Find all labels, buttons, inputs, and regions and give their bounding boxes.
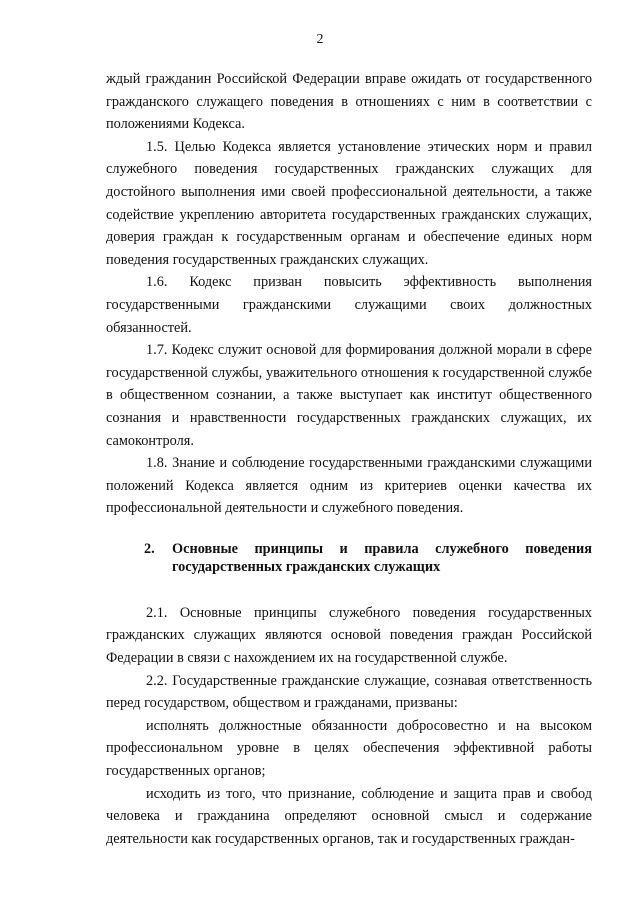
paragraph-2-1: 2.1. Основные принципы служебного поведения государственных гражданских служащих являются основой поведения граждан Российской Федерации в связи с нахождением их на государственной службе. <box>106 604 592 667</box>
paragraph-2-2: 2.2. Государственные гражданские служащие, сознавая ответственность перед государством, обществом и гражданами, призваны: <box>106 672 592 712</box>
section-heading <box>106 540 592 576</box>
paragraph-duty-1: исполнять должностные обязанности добросовестно и на высоком профессиональном уровне в целях обеспечения эффективной работы государственных органов; <box>106 717 592 780</box>
paragraph-1-6: 1.6. Кодекс призван повысить эффективность выполнения государственными гражданскими служащими своих должностных обязанностей. <box>106 274 592 336</box>
document-body <box>106 68 592 850</box>
paragraph-duty-2: исходить из того, что признание, соблюдение и защита прав и свобод человека и гражданина определяют основной смысл и содержание деятельности как государственных органов, так и государственных граждан- <box>106 785 592 847</box>
paragraph-1-5: 1.5. Целью Кодекса является установление этических норм и правил служебного поведения государственных гражданских служащих для достойного выполнения ими своей профессиональной деятельности, а также содействие укреплению авторитета государственных гражданских служащих, доверия граждан к государственным органам и обеспечение единых норм поведения государственных гражданских служащих. <box>106 138 592 268</box>
paragraph-1-7: 1.7. Кодекс служит основой для формирования должной морали в сфере государственной службы, уважительного отношения к государственной службе в общественном сознании, а также выступает как институт общественного сознания и нравственности государственных гражданских служащих, их самоконтроля. <box>106 342 592 449</box>
paragraph-continuation: ждый гражданин Российской Федерации вправе ожидать от государственного гражданского служащего поведения в отношениях с ним в соответствии с положениями Кодекса. <box>106 71 592 133</box>
section-heading-text: Основные принципы и правила служебного поведения государственных гражданских служащих <box>172 540 592 575</box>
paragraph-1-8: 1.8. Знание и соблюдение государственными гражданскими служащими положений Кодекса является одним из критериев оценки качества их профессиональной деятельности и служебного поведения. <box>106 455 592 517</box>
section-heading-number: 2. <box>144 540 155 557</box>
page-number: 2 <box>316 32 324 47</box>
